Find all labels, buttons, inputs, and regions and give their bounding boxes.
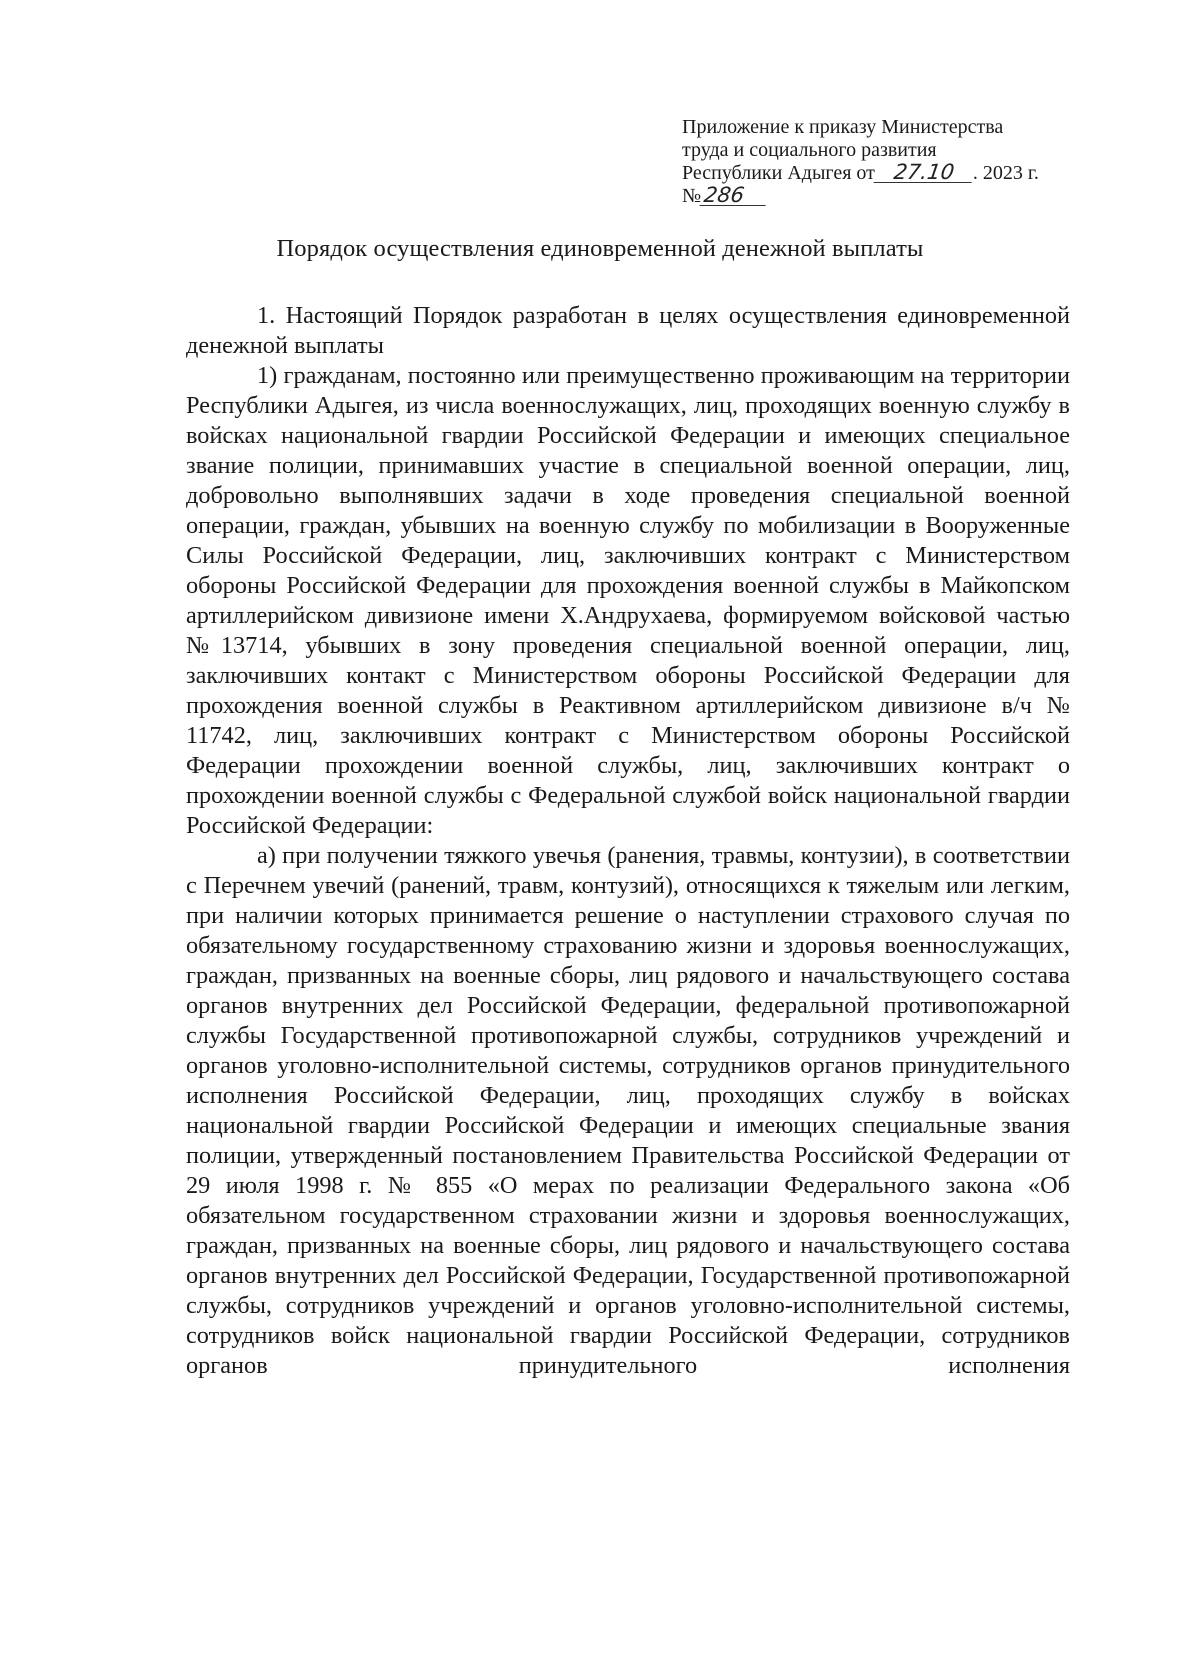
annex-date-suffix: . 2023 г. (972, 162, 1039, 184)
document-body (186, 301, 1070, 1381)
handwritten-date: 27.10 (873, 162, 974, 183)
annex-date-prefix: Республики Адыгея от (682, 162, 875, 184)
handwritten-number: 286 (700, 185, 769, 206)
annex-line-1: Приложение к приказу Министерства (682, 116, 1004, 138)
document-title: Порядок осуществления единовременной денежной выплаты (276, 235, 924, 262)
annex-number-prefix: № (682, 185, 702, 207)
paragraph-2: 1) гражданам, постоянно или преимущественно проживающим на территории Республики Адыгея, из числа военнослужащих, лиц, проходящих военную службу в войсках национальной гвардии Российской Федерации и имеющих специальное звание полиции, принимавших участие в специальной военной операции, лиц, добровольно выполнявших задачи в ходе проведения специальной военной операции, граждан, убывших на военную службу по мобилизации в Вооруженные Силы Российской Федерации, лиц, заключивших контракт с Министерством обороны Российской Федерации для прохождения военной службы в Майкопском артиллерийском дивизионе имени Х.Андрухаева, формируемом войсковой частью №13714, убывших в зону проведения специальной военной операции, лиц, заключивших контакт с Министерством обороны Российской Федерации для прохождения военной службы в Реактивном артиллерийском дивизионе в/ч № 11742, лиц, заключивших контракт с Министерством обороны Российской Федерации прохождении военной службы, лиц, заключивших контракт о прохождении военной службы с Федеральной службой войск национальной гвардии Российской Федерации: (186, 362, 1070, 839)
annex-header (682, 116, 1072, 208)
paragraph-1: 1. Настоящий Порядок разработан в целях осуществления единовременной денежной выплаты (186, 302, 1070, 359)
annex-line-4 (682, 185, 1072, 208)
paragraph-3: а) при получении тяжкого увечья (ранения, травмы, контузии), в соответствии с Перечнем увечий (ранений, травм, контузий), относящихся к тяжелым или легким, при наличии которых принимается решение о наступлении страхового случая по обязательному государственному страхованию жизни и здоровья военнослужащих, граждан, призванных на военные сборы, лиц рядового и начальствующего состава органов внутренних дел Российской Федерации, федеральной противопожарной службы Государственной противопожарной службы, сотрудников учреждений и органов уголовно-исполнительной системы, сотрудников органов принудительного исполнения Российской Федерации, лиц, проходящих службу в войсках национальной гвардии Российской Федерации и имеющих специальные звания полиции, утвержденный постановлением Правительства Российской Федерации от 29 июля 1998 г. № 855 «О мерах по реализации Федерального закона «Об обязательном государственном страховании жизни и здоровья военнослужащих, граждан, призванных на военные сборы, лиц рядового и начальствующего состава органов внутренних дел Российской Федерации, Государственной противопожарной службы, сотрудников учреждений и органов уголовно-исполнительной системы, сотрудников войск национальной гвардии Российской Федерации, сотрудников органов принудительного исполнения (186, 842, 1070, 1379)
annex-line-2: труда и социального развития (682, 139, 937, 161)
annex-line-3 (682, 162, 1072, 185)
